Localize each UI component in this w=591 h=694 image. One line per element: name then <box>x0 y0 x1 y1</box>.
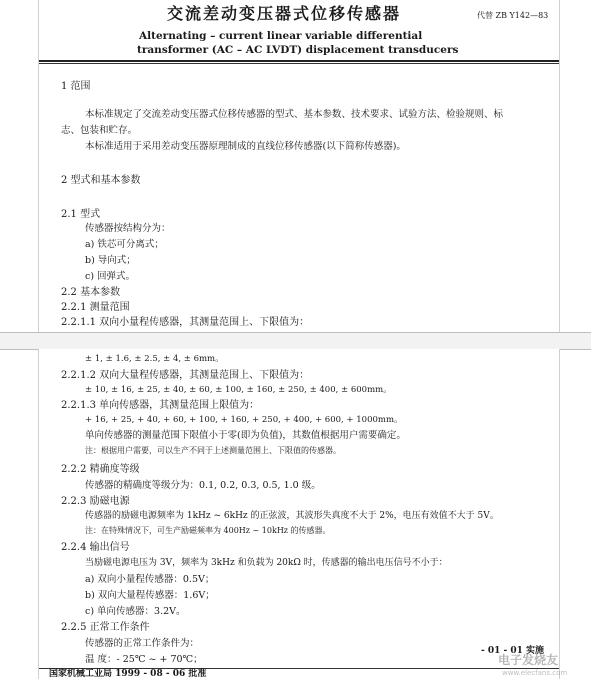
section-2-2-5-heading: 2.2.5 正常工作条件 <box>61 622 150 633</box>
section-1-scope-paragraph: 本标准适用于采用差动变压器原理制成的直线位移传感器(以下简称传感器)。 <box>85 141 406 152</box>
section-2-2-2-heading: 2.2.2 精确度等级 <box>61 464 140 475</box>
scanned-page-bottom <box>38 349 560 679</box>
working-temperature: 温 度：- 25℃ ~ + 70℃； <box>85 654 203 665</box>
watermark <box>476 652 584 680</box>
output-item-b: b) 双向大量程传感器：1.6V； <box>85 590 215 601</box>
page-gap <box>0 332 591 350</box>
standard-code: 代替 ZB Y142—83 <box>477 11 549 20</box>
section-2-2-1-3-text: 2.2.1.3 单向传感器，其测量范围上限值为： <box>61 400 260 411</box>
accuracy-class-paragraph: 传感器的精确度等级分为：0.1, 0.2, 0.3, 0.5, 1.0 级。 <box>85 480 321 491</box>
section-2-2-1-2-text: 2.2.1.2 双向大量程传感器，其测量范围上、下限值为： <box>61 370 310 381</box>
section-2-2-4-heading: 2.2.4 输出信号 <box>61 542 130 553</box>
excitation-paragraph: 传感器的励磁电源频率为 1kHz ~ 6kHz 的正弦波，其波形失真度不大于 2%，电压有效值不大于 5V。 <box>85 511 499 521</box>
watermark-brand: 电子发烧友 <box>498 653 559 667</box>
list-item-a: a) 铁芯可分离式； <box>85 239 164 250</box>
range-values-large: ± 10, ± 16, ± 25, ± 40, ± 60, ± 100, ± 160, ± 250, ± 400, ± 600mm。 <box>85 385 392 395</box>
range-note: 注：根据用户需要，可以生产不同于上述测量范围上、下限值的传感器。 <box>85 446 341 455</box>
section-2-2-1-1-text: 2.2.1.1 双向小量程传感器，其测量范围上、下限值为： <box>61 317 310 328</box>
section-1-paragraph-line2: 志、包装和贮存。 <box>61 125 138 136</box>
section-2-2-3-heading: 2.2.3 励磁电源 <box>61 496 130 507</box>
list-item-c: c) 回弹式。 <box>85 271 136 282</box>
working-conditions-intro: 传感器的正常工作条件为： <box>85 638 200 649</box>
english-title-line2: transformer (AC – AC LVDT) displacement transducers <box>137 44 459 56</box>
english-title-line1: Alternating – current linear variable differential <box>139 30 423 42</box>
scanned-page-top <box>38 0 560 332</box>
bottom-strip <box>0 680 591 694</box>
unidirectional-lower-limit-paragraph: 单向传感器的测量范围下限值小于零(即为负值)，其数值根据用户需要确定。 <box>85 430 406 441</box>
output-signal-paragraph: 当励磁电源电压为 3V，频率为 3kHz 和负载为 20kΩ 时，传感器的输出电压信号不小于： <box>85 558 448 568</box>
watermark-url: www.elecfans.com <box>502 669 568 677</box>
section-2-2-1-heading: 2.2.1 测量范围 <box>61 302 130 313</box>
excitation-note: 注：在特殊情况下，可生产励磁频率为 400Hz ~ 10kHz 的传感器。 <box>85 526 331 535</box>
range-values-unidirectional: + 16, + 25, + 40, + 60, + 100, + 160, + 250, + 400, + 600, + 1000mm。 <box>85 415 403 425</box>
section-2-heading: 2 型式和基本参数 <box>61 175 141 186</box>
document-title: 交流差动变压器式位移传感器 <box>167 4 402 23</box>
implementation-stamp: - 01 - 01 实施 <box>481 646 545 656</box>
section-1-heading: 1 范围 <box>61 81 91 92</box>
section-2-1-heading: 2.1 型式 <box>61 209 101 220</box>
approval-line: 国家机械工业局 1999 - 08 - 06 批准 <box>49 669 207 679</box>
section-2-2-heading: 2.2 基本参数 <box>61 287 121 298</box>
section-1-paragraph-line1: 本标准规定了交流差动变压器式位移传感器的型式、基本参数、技术要求、试验方法、检验规则、标 <box>85 109 504 120</box>
header-rule-thick <box>39 60 559 62</box>
range-values-small: ± 1, ± 1.6, ± 2.5, ± 4, ± 6mm。 <box>85 354 224 364</box>
list-item-b: b) 导向式； <box>85 255 136 266</box>
header-rule-thin <box>39 63 559 64</box>
section-2-1-intro: 传感器按结构分为： <box>85 223 171 234</box>
output-item-a: a) 双向小量程传感器：0.5V； <box>85 574 215 585</box>
output-item-c: c) 单向传感器：3.2V。 <box>85 606 186 617</box>
